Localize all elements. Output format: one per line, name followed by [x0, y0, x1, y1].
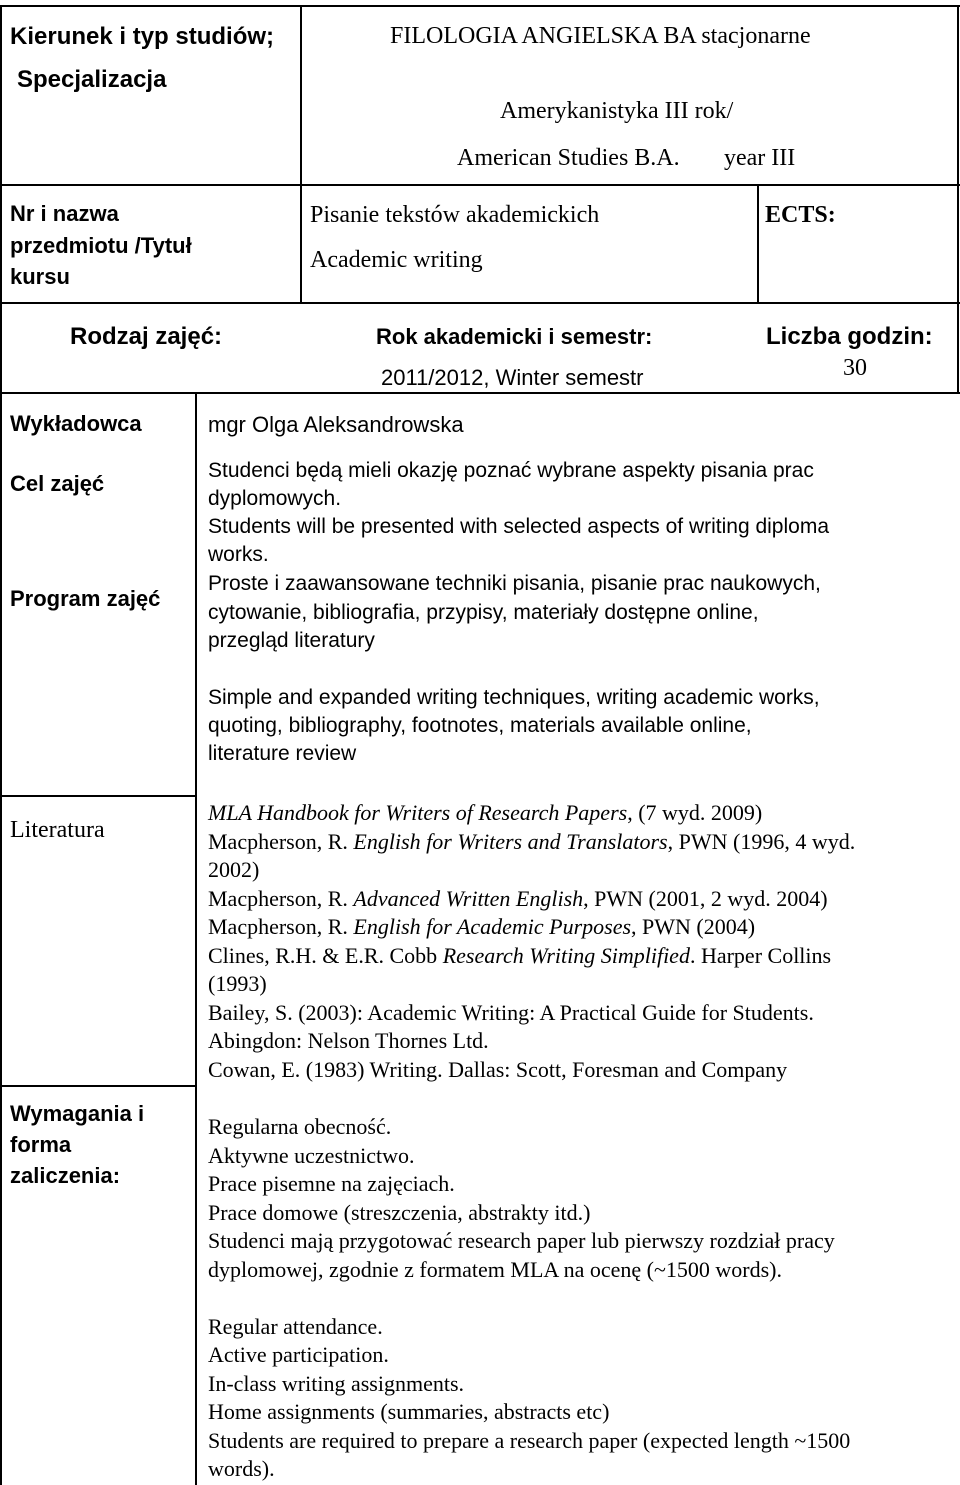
requirements-pl-line: Regularna obecność. [208, 1114, 392, 1139]
literature-entry: Bailey, S. (2003): Academic Writing: A Practical Guide for Students. [208, 1000, 814, 1025]
literature-detail: , PWN (2001, 2 wyd. 2004) [583, 886, 828, 911]
requirements-en-line: Active participation. [208, 1342, 389, 1367]
literature-title: Advanced Written English [353, 886, 584, 911]
subject-name-en: Academic writing [310, 247, 483, 273]
requirements-en-line: Students are required to prepare a research paper (expected length ~1500 [208, 1428, 851, 1453]
literature-entry [208, 888, 828, 910]
lecturer-value: mgr Olga Aleksandrowska [208, 412, 464, 437]
literature-detail: , PWN (2004) [631, 914, 756, 939]
literature-detail: , PWN (1996, 4 wyd. [667, 829, 856, 854]
requirements-label-line2: forma [10, 1132, 72, 1157]
goal-line: Studenci będą mieli okazję poznać wybrane aspekty pisania prac [208, 459, 814, 482]
goal-line: Students will be presented with selected aspects of writing diploma [208, 515, 829, 538]
goal-line: works. [208, 543, 269, 566]
literature-entry [208, 945, 831, 967]
literature-entry [208, 802, 762, 824]
requirements-pl-line: Prace domowe (streszczenia, abstrakty itd.) [208, 1200, 591, 1225]
literature-entry: (1993) [208, 971, 267, 996]
literature-entry [208, 916, 755, 938]
table-divider-row2 [0, 302, 960, 304]
literature-entry: 2002) [208, 857, 260, 882]
requirements-en-line: Home assignments (summaries, abstracts etc) [208, 1399, 610, 1424]
program-pl-line: Proste i zaawansowane techniki pisania, pisanie prac naukowych, [208, 572, 821, 595]
program-pl-line: przegląd literatury [208, 629, 375, 652]
requirements-pl-line: Studenci mają przygotować research paper lub pierwszy rozdział pracy [208, 1228, 835, 1253]
literature-detail: . Harper Collins [689, 943, 832, 968]
table-divider-row4 [0, 795, 195, 797]
requirements-pl-line: dyplomowej, zgodnie z formatem MLA na ocenę (~1500 words). [208, 1257, 782, 1282]
literature-title: MLA Handbook for Writers of Research Papers [208, 800, 628, 825]
rok-label: Rok akademicki i semestr: [376, 324, 653, 349]
program-en-line: quoting, bibliography, footnotes, materials available online, [208, 714, 752, 737]
lecturer-label: Wykładowca [10, 411, 142, 436]
program-label: Program zajęć [10, 586, 161, 611]
goal-label: Cel zajęć [10, 471, 105, 496]
specjalizacja-value-line1: Amerykanistyka III rok/ [500, 98, 734, 124]
literature-entry: Abingdon: Nelson Thornes Ltd. [208, 1028, 489, 1053]
specjalizacja-value-year: year III [724, 145, 796, 171]
specjalizacja-label: Specjalizacja [17, 66, 167, 93]
kierunek-label: Kierunek i typ studiów; [10, 23, 275, 50]
table-divider-row5 [0, 1085, 195, 1087]
ects-label: ECTS: [765, 202, 836, 228]
literature-author: Macpherson, R. [208, 829, 354, 854]
table-divider-row3 [0, 392, 960, 394]
literature-label: Literatura [10, 817, 105, 843]
subject-label-line2: przedmiotu /Tytuł [10, 233, 192, 258]
literature-entry [208, 831, 855, 853]
requirements-en-line: words). [208, 1456, 275, 1481]
literature-author: Clines, R.H. & E.R. Cobb [208, 943, 443, 968]
table-border-top [0, 5, 960, 7]
requirements-en-line: In-class writing assignments. [208, 1371, 465, 1396]
table-divider-row1 [0, 184, 960, 186]
program-en-line: Simple and expanded writing techniques, writing academic works, [208, 686, 820, 709]
godziny-value: 30 [843, 355, 867, 381]
subject-label-line1: Nr i nazwa [10, 201, 119, 226]
literature-author: Macpherson, R. [208, 886, 354, 911]
kierunek-value: FILOLOGIA ANGIELSKA BA stacjonarne [390, 23, 811, 49]
table-divider-col-ects [757, 184, 759, 302]
subject-name-pl: Pisanie tekstów akademickich [310, 202, 600, 228]
rodzaj-label: Rodzaj zajęć: [70, 323, 223, 350]
table-border-left [0, 5, 2, 1485]
requirements-label-line3: zaliczenia: [10, 1163, 121, 1188]
table-divider-col-header [300, 5, 302, 302]
goal-line: dyplomowych. [208, 487, 342, 510]
literature-entry: Cowan, E. (1983) Writing. Dallas: Scott, Foresman and Company [208, 1057, 788, 1082]
literature-title: English for Writers and Translators [353, 829, 668, 854]
requirements-en-line: Regular attendance. [208, 1314, 383, 1339]
table-divider-col-body [195, 392, 197, 1485]
godziny-label: Liczba godzin: [766, 323, 933, 350]
literature-detail: , (7 wyd. 2009) [627, 800, 763, 825]
literature-title: English for Academic Purposes [353, 914, 632, 939]
specjalizacja-value-line2: American Studies B.A. [457, 145, 680, 171]
literature-title: Research Writing Simplified [442, 943, 690, 968]
literature-author: Macpherson, R. [208, 914, 354, 939]
program-en-line: literature review [208, 742, 357, 765]
table-border-right [957, 5, 959, 392]
requirements-pl-line: Prace pisemne na zajęciach. [208, 1171, 455, 1196]
subject-label-line3: kursu [10, 264, 70, 289]
program-pl-line: cytowanie, bibliografia, przypisy, materiały dostępne online, [208, 601, 759, 624]
requirements-label-line1: Wymagania i [10, 1101, 145, 1126]
requirements-pl-line: Aktywne uczestnictwo. [208, 1143, 415, 1168]
rok-value: 2011/2012, Winter semestr [381, 365, 644, 390]
